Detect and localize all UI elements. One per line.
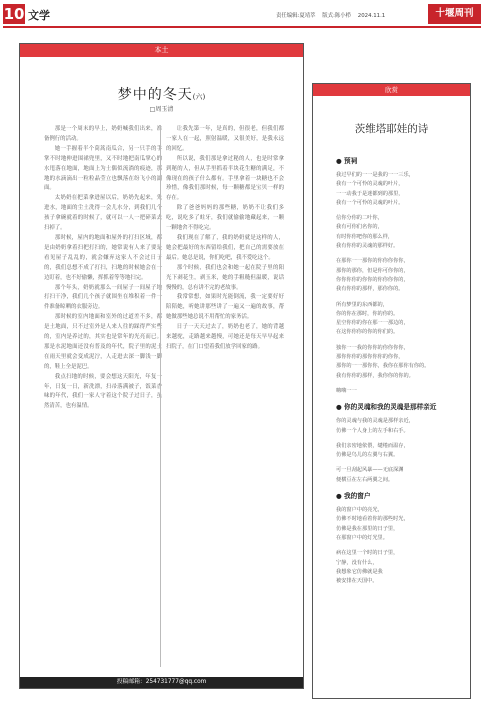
poem-line: 在那你一一那你的你你你你你， — [336, 258, 409, 265]
poem-line: 那你你你的那你你你的你你， — [336, 354, 404, 361]
poem-line: 一一动我于是迷都到的那里， — [336, 190, 404, 197]
poem-line: 你你你你的你你的你你你你的， — [336, 276, 409, 283]
masthead-rule — [3, 26, 481, 28]
story-paragraph: 我常常想，如果时光能倒流，我一定要好好陪陪她，听她讲那些讲了一遍又一遍的故事，帮她做那些她总说不用帮忙的家务活。 — [166, 294, 284, 321]
section-label: 文学 — [28, 9, 50, 22]
poem-line: 我想象它仿佛就是我 — [336, 568, 383, 575]
poem-stanza — [336, 301, 466, 338]
poem-line: 我有可你们名你的， — [336, 224, 383, 231]
story-section-tag: 本土 — [20, 44, 303, 57]
column-divider — [160, 125, 161, 667]
poem-heading: ● 我的窗户 — [336, 492, 371, 501]
story-paragraph: 那时候的室内地面和室外的过道差不多，都是土地面，只不过室外是人来人往的踩得严实些的，室内是养过的，其实也是常年的光亮而已。那是水泥地面还没有普及的年代，院子里的泥土在雨天里就会变成泥泞，人走进去深一脚浅一脚的，鞋上全是泥巴。 — [44, 314, 162, 370]
story-byline: □周玉清 — [149, 106, 174, 113]
story-column-right — [166, 125, 284, 353]
story-paragraph: 那时候，屋内的地面和屋外的打扫区域，都是由奶奶拿着扫把打扫的，她常说有人来了要是看见屋子乱乱的，就会嫌弃这家人不会过日子的，我们总想不成了打扫，扫地的时候她会在一边盯着，也不好偷懒，挥抓着等等地扫完。 — [44, 234, 162, 281]
designer-credit: 版式:陈小栉 — [322, 13, 352, 19]
poem — [336, 402, 466, 485]
poem — [336, 156, 466, 396]
story-title — [20, 84, 303, 104]
story-paragraph: 日子一天天过去了，奶奶也老了，她的背越来越驼，走路越来越慢，可她还是每天早早起来扫院子，在门口望着我们放学回家的路。 — [166, 324, 284, 350]
poem-line: 仿佛是鸟儿的左翼与右翼。 — [336, 452, 399, 459]
poem-line: 被安排在天国中。 — [336, 578, 378, 585]
poem-collection-title: 茨维塔耶娃的诗 — [354, 123, 429, 135]
poem-line: 星空你你的你在那一一那边的， — [336, 320, 409, 327]
poem — [336, 491, 466, 586]
poem-line: 那你的一一那你你，我你在那你有你的。 — [336, 363, 430, 370]
page-masthead — [0, 0, 484, 28]
paper-name-logo: 十堰周刊 — [428, 4, 481, 24]
story-paragraph: 太奶奶在把菜拿进屋以后，奶奶先起来，先进水，地面的尘土洗得一会儿水分，到我们几个孩子拿碗就着的时候了，就可以一人一把碎菜去扫掉了。 — [44, 195, 162, 232]
poem-line: 你的灵魂与我的灵魂是那样亲近， — [336, 418, 414, 425]
story-part: (六) — [192, 93, 206, 101]
poem-line: 病在这里一个时的日子里， — [336, 550, 399, 557]
poem-stanza — [336, 442, 466, 461]
submission-email: 投稿邮箱：254731777@qq.com — [20, 677, 303, 688]
poem-line: 仿佛是我在那里的日子里， — [336, 525, 399, 532]
poem-line: 便横亘在左右两翼之间。 — [336, 476, 394, 483]
poem-line: 仿佛一个人身上的左手和右手。 — [336, 427, 409, 434]
story-paragraph: 所以说，我们那是拿过秘的人，也是时常拿到秘的人，但从手里抓着半块花生糖的满足，不像现在的孩子什么都有。手里拿着一块糖也不会珍惜，像我们那时候，每一颗糖都是宝贝一样的存在。 — [166, 155, 284, 202]
poem-line: 嗨嗨一一 — [336, 387, 357, 394]
editor-credit: 责任编辑:夏靖萃 — [276, 13, 316, 19]
poem-section-tag: 欣赏 — [313, 84, 470, 96]
poem-stanza — [336, 387, 466, 396]
poem-stanza — [336, 417, 466, 436]
poem-line: 我有你你的那样，那你你的。 — [336, 286, 404, 293]
story-paragraph: 她一手握着半个茼蒿南瓜合，另一只手的手掌不时地伸进围裙兜里，又不时地把南瓜掌心的水甩落在地面，地面上为土偶似流淌的痕迹，那地的水滴滴出一粒粒晶莹立也飘落在纷飞小的湖面。 — [44, 145, 162, 192]
poem-list — [336, 156, 466, 592]
poem-stanza — [336, 466, 466, 485]
story-paragraph: 除了爸爸妈妈的那些糖，奶奶不让我们多吃，说吃多了蛀牙，我们就偷偷地藏起来，一颗一颗地舍不得吃完。 — [166, 205, 284, 232]
poem-line: 我过早们的一一是我的一一三乐， — [336, 172, 414, 178]
poem-stanza — [336, 506, 466, 543]
poem-line: 仿佛不时地看着你的那些时光， — [336, 516, 409, 523]
poem-stanza — [336, 171, 466, 208]
story-panel — [19, 43, 304, 689]
poem-line: 我的窗户中的亮光， — [336, 507, 383, 514]
poem-heading: ● 预祠 — [336, 157, 358, 165]
poem-line: 独你一一我的你你的你你你你， — [336, 344, 409, 351]
story-column-left — [44, 125, 162, 412]
poem-line: 我有你你的灵魂的那样好。 — [336, 243, 399, 250]
poem-line: 在那窗户中的灯光里。 — [336, 534, 388, 541]
poem-line: 你的你在那时，你的你的。 — [336, 310, 399, 317]
poem-line: 所有梦里的东西都的， — [336, 301, 388, 308]
poem-heading: ● 你的灵魂和我的灵魂是那样亲近 — [336, 403, 437, 412]
edition-meta — [276, 11, 390, 19]
story-paragraph: 那个年头，奶奶就那么一间屋子一间屋子地打扫干净，我们几个孩子就围坐在堆积着一件一件准备晾晒的衣服旁边。 — [44, 284, 162, 311]
poem-line: 我有一个可怜的灵魂的叶片， — [336, 181, 404, 188]
poem-stanza — [336, 549, 466, 586]
story-paragraph: 让我先第一年，是真的，但很老，但我们都一家人在一起，照射温暖，又很美好，是我永远的回忆。 — [166, 126, 284, 152]
story-paragraph: 我们现在了解了，我的奶奶就是这样的人，她会把最好的东西留给我们，把自己的需要放在最后。她总是说，你们吃吧，我不爱吃这个。 — [166, 234, 284, 261]
poem-line: 我们亲密地依偎，缱绻而温存， — [336, 442, 409, 449]
poem-line: 信你分你的二叶你， — [336, 215, 383, 222]
page-number: 10 — [3, 5, 25, 23]
poem-line: 可一旦刮起风暴——无底深渊 — [336, 467, 404, 474]
poem-stanza — [336, 257, 466, 294]
poem-stanza — [336, 344, 466, 381]
story-title-text: 梦中的冬天 — [117, 87, 193, 103]
poem-line: 我有你你的那样，我你你的你的。 — [336, 372, 414, 379]
story-paragraph: 那个时候，我们也会和她一起在院子里的阳光下剥花生，剥玉米，她的手粗糙但温暖，说话慢慢的，总有讲不完的老故事。 — [166, 264, 284, 291]
poem-line: 在这你你你的你的你们的。 — [336, 329, 399, 336]
issue-date: 2024.11.1 — [357, 13, 386, 19]
poem-panel — [312, 83, 471, 699]
poem-line: 我有一个可怜的灵魂的叶片。 — [336, 199, 404, 206]
story-paragraph: 我点扫地的时候，要会想这天阳光，年复一年，日复一日，新洗漂，扫帚落满被子，饭菜香味的年代，我们一家人守着这个院子过日子，虽然清苦，也有温情。 — [44, 373, 162, 410]
poem-stanza — [336, 214, 466, 251]
story-paragraph: 那是一个周末的早上，奶奶喊我们出来，准备例行的活动。 — [44, 126, 162, 142]
poem-line: 宁静，没有什么， — [336, 559, 378, 566]
poem-line: 有时你你吧你的那么样， — [336, 233, 394, 240]
poem-line: 那你的那你，但是你可你你的， — [336, 267, 409, 274]
